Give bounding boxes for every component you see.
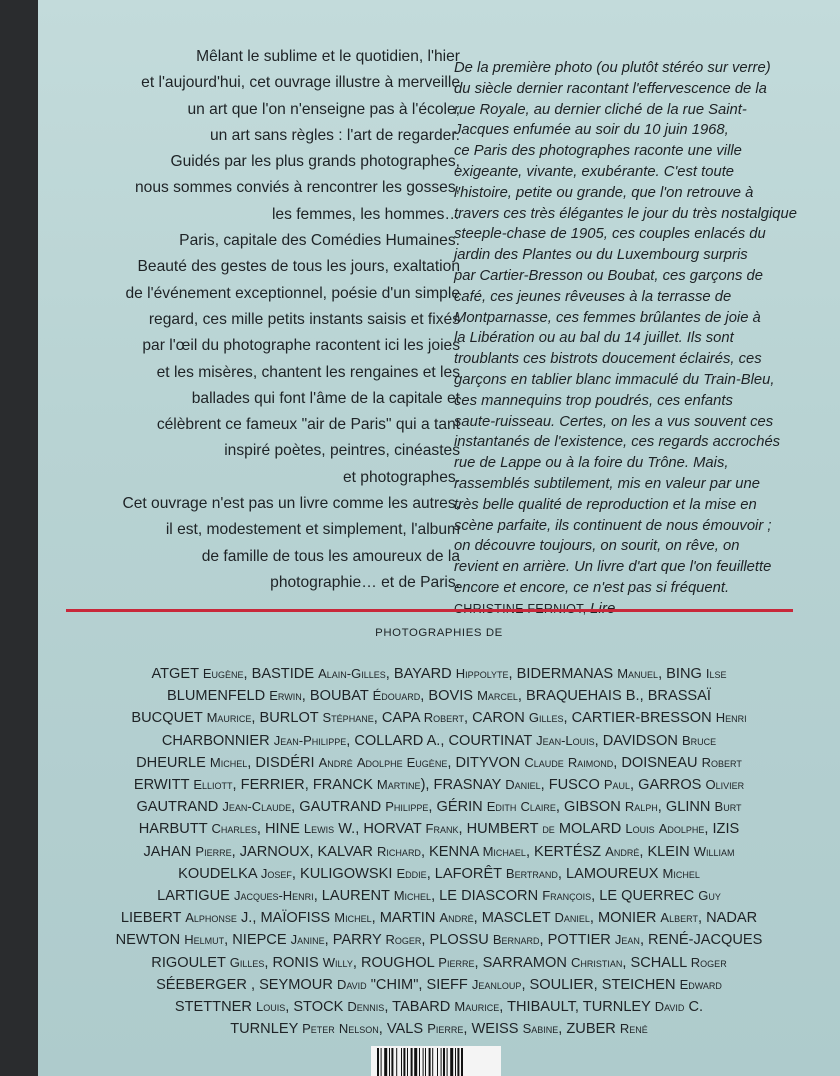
blurb-line: un art sans règles : l'art de regarder. <box>209 126 460 144</box>
photographers-heading: PHOTOGRAPHIES DE <box>375 627 503 639</box>
photographers-line: JAHAN Pierre, JARNOUX, KALVAR Richard, KENNA Michael, KERTÉSZ André, KLEIN William <box>143 843 735 860</box>
photographers-line: DHEURLE Michel, DISDÉRI André Adolphe Eugène, DITYVON Claude Raimond, DOISNEAU Robert <box>136 754 742 771</box>
barcode-bar <box>455 1048 456 1076</box>
review-line: rue Royale, au dernier cliché de la rue Saint- <box>454 101 747 118</box>
review-line: ce Paris des photographes raconte une ville <box>454 143 742 160</box>
barcode-bar <box>391 1048 393 1076</box>
barcode-bar <box>401 1048 402 1076</box>
blurb-line: il est, modestement et simplement, l'album <box>165 521 460 539</box>
blurb-line: ballades qui font l'âme de la capitale et <box>191 389 460 407</box>
review-line: scène parfaite, ils continuent de nous émouvoir ; <box>454 517 772 534</box>
barcode-bar <box>389 1048 390 1076</box>
review-line: café, ces jeunes rêveuses à la terrasse de <box>454 288 732 305</box>
barcode-bar <box>425 1048 426 1076</box>
barcode-bar <box>419 1048 420 1076</box>
barcode-bar <box>414 1048 417 1076</box>
barcode-bar <box>396 1048 397 1076</box>
blurb-line: inspiré poètes, peintres, cinéastes <box>224 442 460 460</box>
barcode-bar <box>423 1048 424 1076</box>
blurb-line: Mêlant le sublime et le quotidien, l'hier <box>196 48 460 65</box>
photographers-list <box>42 663 836 1040</box>
review-line: garçons en tablier blanc immaculé du Train-Bleu, <box>454 371 775 388</box>
photographers-line: ATGET Eugène, BASTIDE Alain-Gilles, BAYARD Hippolyte, BIDERMANAS Manuel, BING Ilse <box>151 666 727 682</box>
review-line: rassemblés subtilement, mis en valeur par une <box>454 475 760 492</box>
barcode-bar <box>447 1048 448 1076</box>
review-line: très belle qualité de reproduction et la mise en <box>454 496 757 513</box>
blurb-line: et l'aujourd'hui, cet ouvrage illustre à merveille <box>141 74 460 92</box>
review-line: jardin des Plantes ou du Luxembourg surpris <box>454 247 748 264</box>
barcode-bar <box>450 1048 453 1076</box>
photographers-line: BUCQUET Maurice, BURLOT Stéphane, CAPA Robert, CARON Gilles, CARTIER-BRESSON Henri <box>131 710 747 727</box>
blurb-line: par l'œil du photographe racontent ici les joies <box>142 337 460 355</box>
blurb-line: nous sommes conviés à rencontrer les gosses, <box>134 179 460 197</box>
photographers-line: ERWITT Elliott, FERRIER, FRANCK Martine), FRASNAY Daniel, FUSCO Paul, GARROS Olivier <box>133 777 745 794</box>
review-line: instantanés de l'existence, ces regards accrochés <box>454 434 781 451</box>
review-line: par Cartier-Bresson ou Boubat, ces garçons de <box>454 267 763 284</box>
barcode-bar <box>377 1048 379 1076</box>
review-line: encore et encore, ce n'est pas si fréquent. <box>454 579 730 596</box>
barcode-bar <box>411 1048 413 1076</box>
review-line: travers ces très élégantes le jour du très nostalgique <box>454 205 797 222</box>
barcode-bar <box>429 1048 431 1076</box>
blurb-line: Beauté des gestes de tous les jours, exaltation <box>137 258 460 276</box>
blurb-line: Paris, capitale des Comédies Humaines. <box>179 232 460 250</box>
barcode-bar <box>407 1048 408 1076</box>
blurb-line: célèbrent ce fameux "air de Paris" qui a tant <box>156 416 460 434</box>
barcode-bars <box>377 1048 497 1076</box>
review-line: l'histoire, petite ou grande, que l'on retrouve à <box>454 184 754 201</box>
barcode-bar <box>403 1048 405 1076</box>
review-line: rue de Lappe ou à la foire du Trône. Mais, <box>454 455 729 472</box>
review-line: De la première photo (ou plutôt stéréo sur verre) <box>454 60 771 76</box>
photographers-line: SÉEBERGER , SEYMOUR David "CHIM", SIEFF Jeanloup, SOULIER, STEICHEN Edward <box>156 976 722 993</box>
back-cover <box>38 0 840 1076</box>
blurb-line: photographie… et de Paris. <box>270 573 460 591</box>
photographers-line: TURNLEY Peter Nelson, VALS Pierre, WEISS Sabine, ZUBER René <box>230 1021 648 1038</box>
blurb-line: Cet ouvrage n'est pas un livre comme les autres, <box>122 495 460 513</box>
red-divider-rule <box>66 609 793 612</box>
photographers-line: STETTNER Louis, STOCK Dennis, TABARD Maurice, THIBAULT, TURNLEY David C. <box>174 999 704 1016</box>
photographers-line: BLUMENFELD Erwin, BOUBAT Édouard, BOVIS Marcel, BRAQUEHAIS B., BRASSAÏ <box>167 688 711 705</box>
barcode-bar <box>437 1048 438 1076</box>
barcode-bar <box>443 1048 445 1076</box>
review-line: Jacques enfumée au soir du 10 juin 1968, <box>454 122 729 139</box>
blurb-left-column <box>74 44 460 596</box>
blurb-line: un art que l'on n'enseigne pas à l'école, <box>187 100 460 118</box>
photographers-line: LARTIGUE Jacques-Henri, LAURENT Michel, LE DIASCORN François, LE QUERREC Guy <box>157 888 721 905</box>
review-line: troublants ces bistrots doucement éclairés, ces <box>454 351 762 368</box>
review-line: saute-ruisseau. Certes, on les a vus souvent ces <box>454 413 774 430</box>
barcode-bar <box>461 1048 463 1076</box>
photographers-line: NEWTON Helmut, NIEPCE Janine, PARRY Roger, PLOSSU Bernard, POTTIER Jean, RENÉ-JACQUES <box>115 932 763 949</box>
blurb-line: et les misères, chantent les rengaines et les <box>156 363 460 381</box>
barcode-bar <box>441 1048 442 1076</box>
review-line: exigeante, vivante, exubérante. C'est toute <box>454 163 735 180</box>
photographers-line: CHARBONNIER Jean-Philippe, COLLARD A., COURTINAT Jean-Louis, DAVIDSON Bruce <box>161 732 717 749</box>
blurb-line: les femmes, les hommes… <box>271 205 460 223</box>
review-line: ces mannequins trop poudrés, ces enfants <box>454 392 733 409</box>
barcode-bar <box>457 1048 459 1076</box>
review-line: la Libération ou au bal du 14 juillet. Ils sont <box>454 330 734 347</box>
review-line: steeple-chase de 1905, ces couples enlacés du <box>454 226 766 243</box>
barcode-bar <box>384 1048 387 1076</box>
blurb-line: Guidés par les plus grands photographes, <box>170 153 460 171</box>
blurb-line: de l'événement exceptionnel, poésie d'un simple <box>125 284 460 302</box>
review-line: du siècle dernier racontant l'effervescence de la <box>454 80 767 97</box>
photographers-line: RIGOULET Gilles, RONIS Willy, ROUGHOL Pierre, SARRAMON Christian, SCHALL Roger <box>151 954 727 971</box>
blurb-line: et photographes. <box>342 468 460 486</box>
photographers-line: KOUDELKA Josef, KULIGOWSKI Eddie, LAFORÊT Bertrand, LAMOUREUX Michel <box>178 865 700 882</box>
photographers-line: LIEBERT Alphonse J., MAÏOFISS Michel, MARTIN André, MASCLET Daniel, MONIER Albert, NADAR <box>120 910 758 927</box>
review-right-column <box>454 58 830 620</box>
review-line: revient en arrière. Un livre d'art que l'on feuillette <box>454 559 772 576</box>
barcode-bar <box>432 1048 433 1076</box>
barcode <box>371 1046 501 1076</box>
photographers-line: GAUTRAND Jean-Claude, GAUTRAND Philippe, GÉRIN Edith Claire, GIBSON Ralph, GLINN Burt <box>136 799 742 816</box>
blurb-line: de famille de tous les amoureux de la <box>201 547 460 565</box>
blurb-line: regard, ces mille petits instants saisis et fixés <box>148 310 460 328</box>
review-line: Montparnasse, ces femmes brûlantes de joie à <box>454 309 761 326</box>
photographers-line: HARBUTT Charles, HINE Lewis W., HORVAT Frank, HUMBERT de MOLARD Louis Adolphe, IZIS <box>138 821 740 838</box>
barcode-bar <box>381 1048 382 1076</box>
review-line: on découvre toujours, on sourit, on rêve, on <box>454 538 740 555</box>
